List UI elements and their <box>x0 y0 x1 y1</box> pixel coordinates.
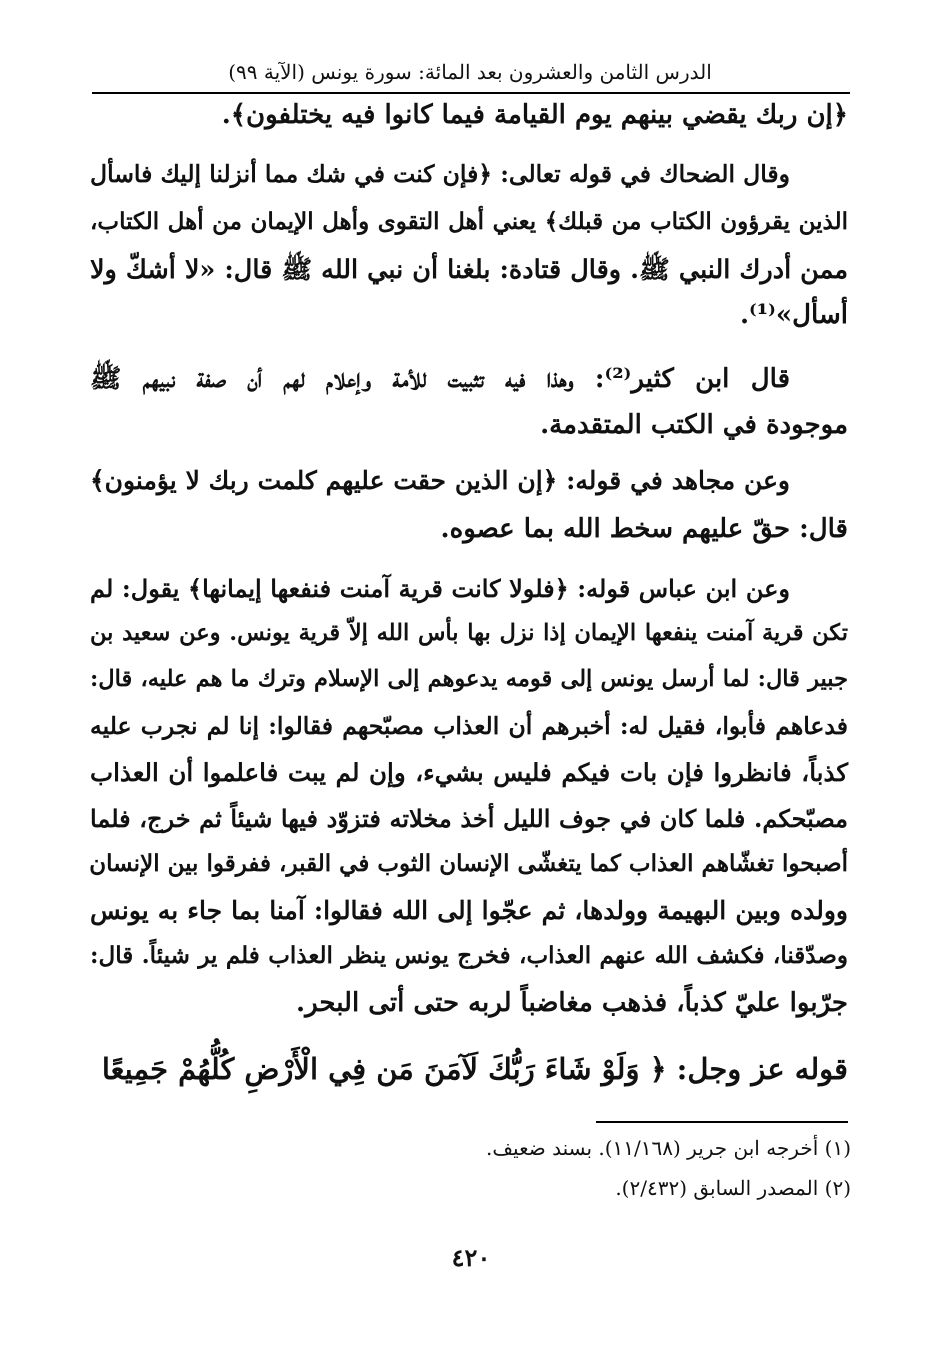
text-line: وعن ابن عباس قوله: ﴿فلولا كانت قرية آمنت فنفعها إيمانها﴾ يقول: لم <box>90 574 790 603</box>
text-line: ﴿إن ربك يقضي بينهم يوم القيامة فيما كانوا فيه يختلفون﴾. <box>221 100 848 130</box>
header-rule <box>92 92 850 94</box>
page-number: ٤٢٠ <box>451 1243 491 1272</box>
text-line: وصدّقنا، فكشف الله عنهم العذاب، فخرج يونس ينظر العذاب فلم ير شيئاً. قال: <box>90 942 848 969</box>
text-line: وقال الضحاك في قوله تعالى: ﴿فإن كنت في شك مما أنزلنا إليك فاسأل <box>90 160 790 188</box>
text-line: أصبحوا تغشّاهم العذاب كما يتغشّى الإنسان الثوب في القبر، ففرقوا بين الإنسان <box>89 850 848 877</box>
text-line: فدعاهم فأبوا، فقيل له: أخبرهم أن العذاب مصبّحهم فقالوا: إنا لم نجرب عليه <box>90 712 848 740</box>
text-line: ممن أدرك النبي ﷺ. وقال قتادة: بلغنا أن نبي الله ﷺ قال: «لا أشكّ ولا <box>90 255 848 285</box>
footnote-2: (٢) المصدر السابق (٢/٤٣٢). <box>615 1176 851 1200</box>
footnote-rule <box>596 1121 848 1123</box>
text-line: جرّبوا عليّ كذباً، فذهب مغاضباً لربه حتى أتى البحر. <box>296 988 848 1018</box>
verse-heading: قوله عز وجل: ﴿ وَلَوْ شَاءَ رَبُّكَ لَآمَنَ مَن فِي الْأَرْضِ كُلُّهُمْ جَمِيعًا <box>101 1052 848 1086</box>
text-line: قال: حقّ عليهم سخط الله بما عصوه. <box>440 514 848 544</box>
running-header: الدرس الثامن والعشرون بعد المائة: سورة يونس (الآية ٩٩) <box>228 60 712 84</box>
text-line: قال ابن كثير⁽²⁾: وهذا فيه تثبيت للأمة وإعلام لهم أن صفة نبيهم ﷺ <box>90 364 790 394</box>
text-line: أسأل»⁽¹⁾. <box>739 300 848 330</box>
text-line: وولده وبين البهيمة وولدها، ثم عجّوا إلى الله فقالوا: آمنا بما جاء به يونس <box>90 896 848 925</box>
footnote-1: (١) أخرجه ابن جرير (١١/١٦٨). بسند ضعيف. <box>486 1136 851 1160</box>
text-line: موجودة في الكتب المتقدمة. <box>540 410 848 440</box>
text-line: تكن قرية آمنت ينفعها الإيمان إذا نزل بها بأس الله إلاّ قرية يونس. وعن سعيد بن <box>90 620 848 646</box>
text-line: كذباً، فانظروا فإن بات فيكم فليس بشيء، وإن لم يبت فاعلموا أن العذاب <box>90 758 848 787</box>
text-line: الذين يقرؤون الكتاب من قبلك﴾ يعني أهل التقوى وأهل الإيمان من أهل الكتاب، <box>90 208 848 235</box>
text-line: جبير قال: لما أرسل يونس إلى قومه يدعوهم إلى الإسلام وترك ما هم عليه، قال: <box>90 666 848 692</box>
text-line: مصبّحكم. فلما كان في جوف الليل أخذ مخلاته فتزوّد فيها شيئاً ثم خرج، فلما <box>90 804 848 833</box>
text-line: وعن مجاهد في قوله: ﴿إن الذين حقت عليهم كلمت ربك لا يؤمنون﴾ <box>90 466 790 495</box>
